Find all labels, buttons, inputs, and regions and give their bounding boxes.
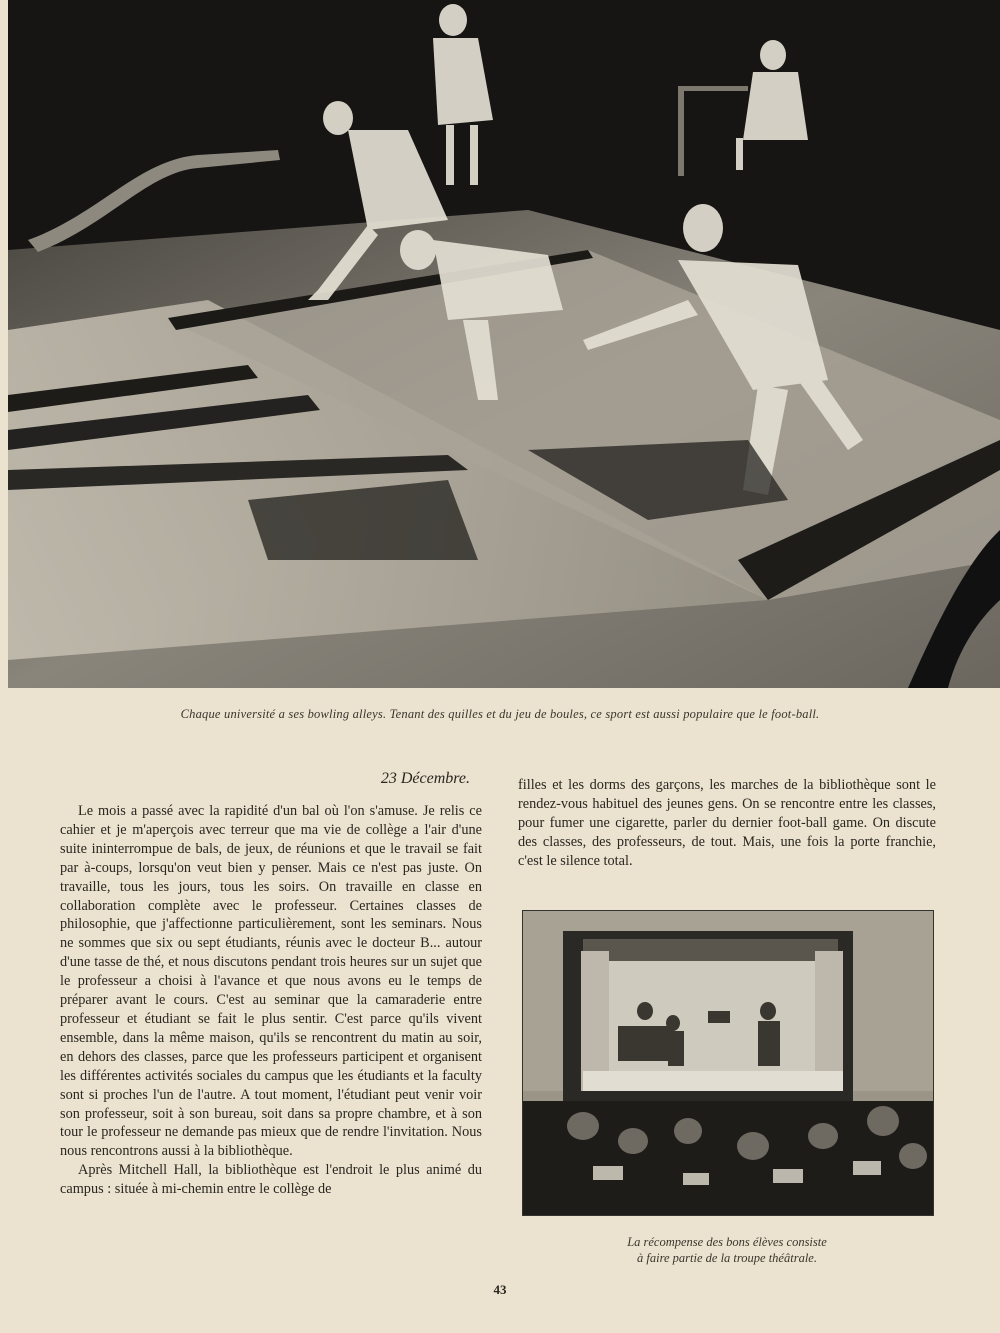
page-number: 43 <box>493 1282 507 1297</box>
date-heading: 23 Décembre. <box>380 770 470 787</box>
left-text-column <box>60 770 482 1199</box>
right-text-column <box>518 776 936 871</box>
left-paragraph-2: Après Mitchell Hall, la bibliothèque est l'endroit le plus animé du campus : située à mi-chemin entre le collège de <box>60 1162 482 1198</box>
stage-photo-caption <box>522 1234 932 1266</box>
stage-caption-line-1: La récompense des bons élèves consiste <box>627 1235 827 1249</box>
right-paragraph-1: filles et les dorms des garçons, les marches de la bibliothèque sont le rendez-vous habituel des jeunes gens. On se rencontre entre les classes, pour fumer une cigarette, parler du dernier foot-ball game. On discute des classes, des professeurs, de tout. Mais, une fois la porte franchie, c'est le silence total. <box>518 777 936 869</box>
theatre-stage-photo <box>522 910 934 1216</box>
left-paragraph-1: Le mois a passé avec la rapidité d'un bal où l'on s'amuse. Je relis ce cahier et je m'aperçois avec terreur que ma vie de collège a l'air d'une suite ininterrompue de bals, de jeux, de réunions et que le travail se fait par à-coups, lorsqu'on veut bien y penser. Mais ce n'est pas juste. On travaille, tous les jours, tous les soirs. On travaille en classe en collaboration complète avec le professeur. Certaines classes de philosophie, que j'affectionne particulièrement, sont les seminars. Nous ne sommes que six ou sept étudiants, réunis avec le docteur B... autour d'une tasse de thé, et nous discutons pendant trois heures sur un sujet que le professeur a choisi à l'avance et que nous avons eu le temps de préparer avant le cours. C'est au seminar que la camaraderie entre professeur et étudiant se fait le plus sentir. C'est parce qu'ils vivent ensemble, dans la même maison, qu'ils se rencontrent du matin au soir, en dehors des classes, parce que les professeurs participent et organisent les différentes activités sociales du campus que les étudiants et la faculty sont si proches l'un de l'autre. A tout moment, l'étudiant peut venir voir son professeur, soit à son bureau, soit dans sa propre chambre, et à son tour le professeur ne demande pas mieux que de rendre l'invitation. Nous nous rencontrons aussi à la bibliothèque. <box>60 803 482 1160</box>
stage-caption-line-2: à faire partie de la troupe théâtrale. <box>637 1251 817 1265</box>
bowling-alley-photo <box>8 0 1000 688</box>
top-photo-caption: Chaque université a ses bowling alleys. Tenant des quilles et du jeu de boules, ce sport est aussi populaire que le foot-ball. <box>180 707 820 721</box>
